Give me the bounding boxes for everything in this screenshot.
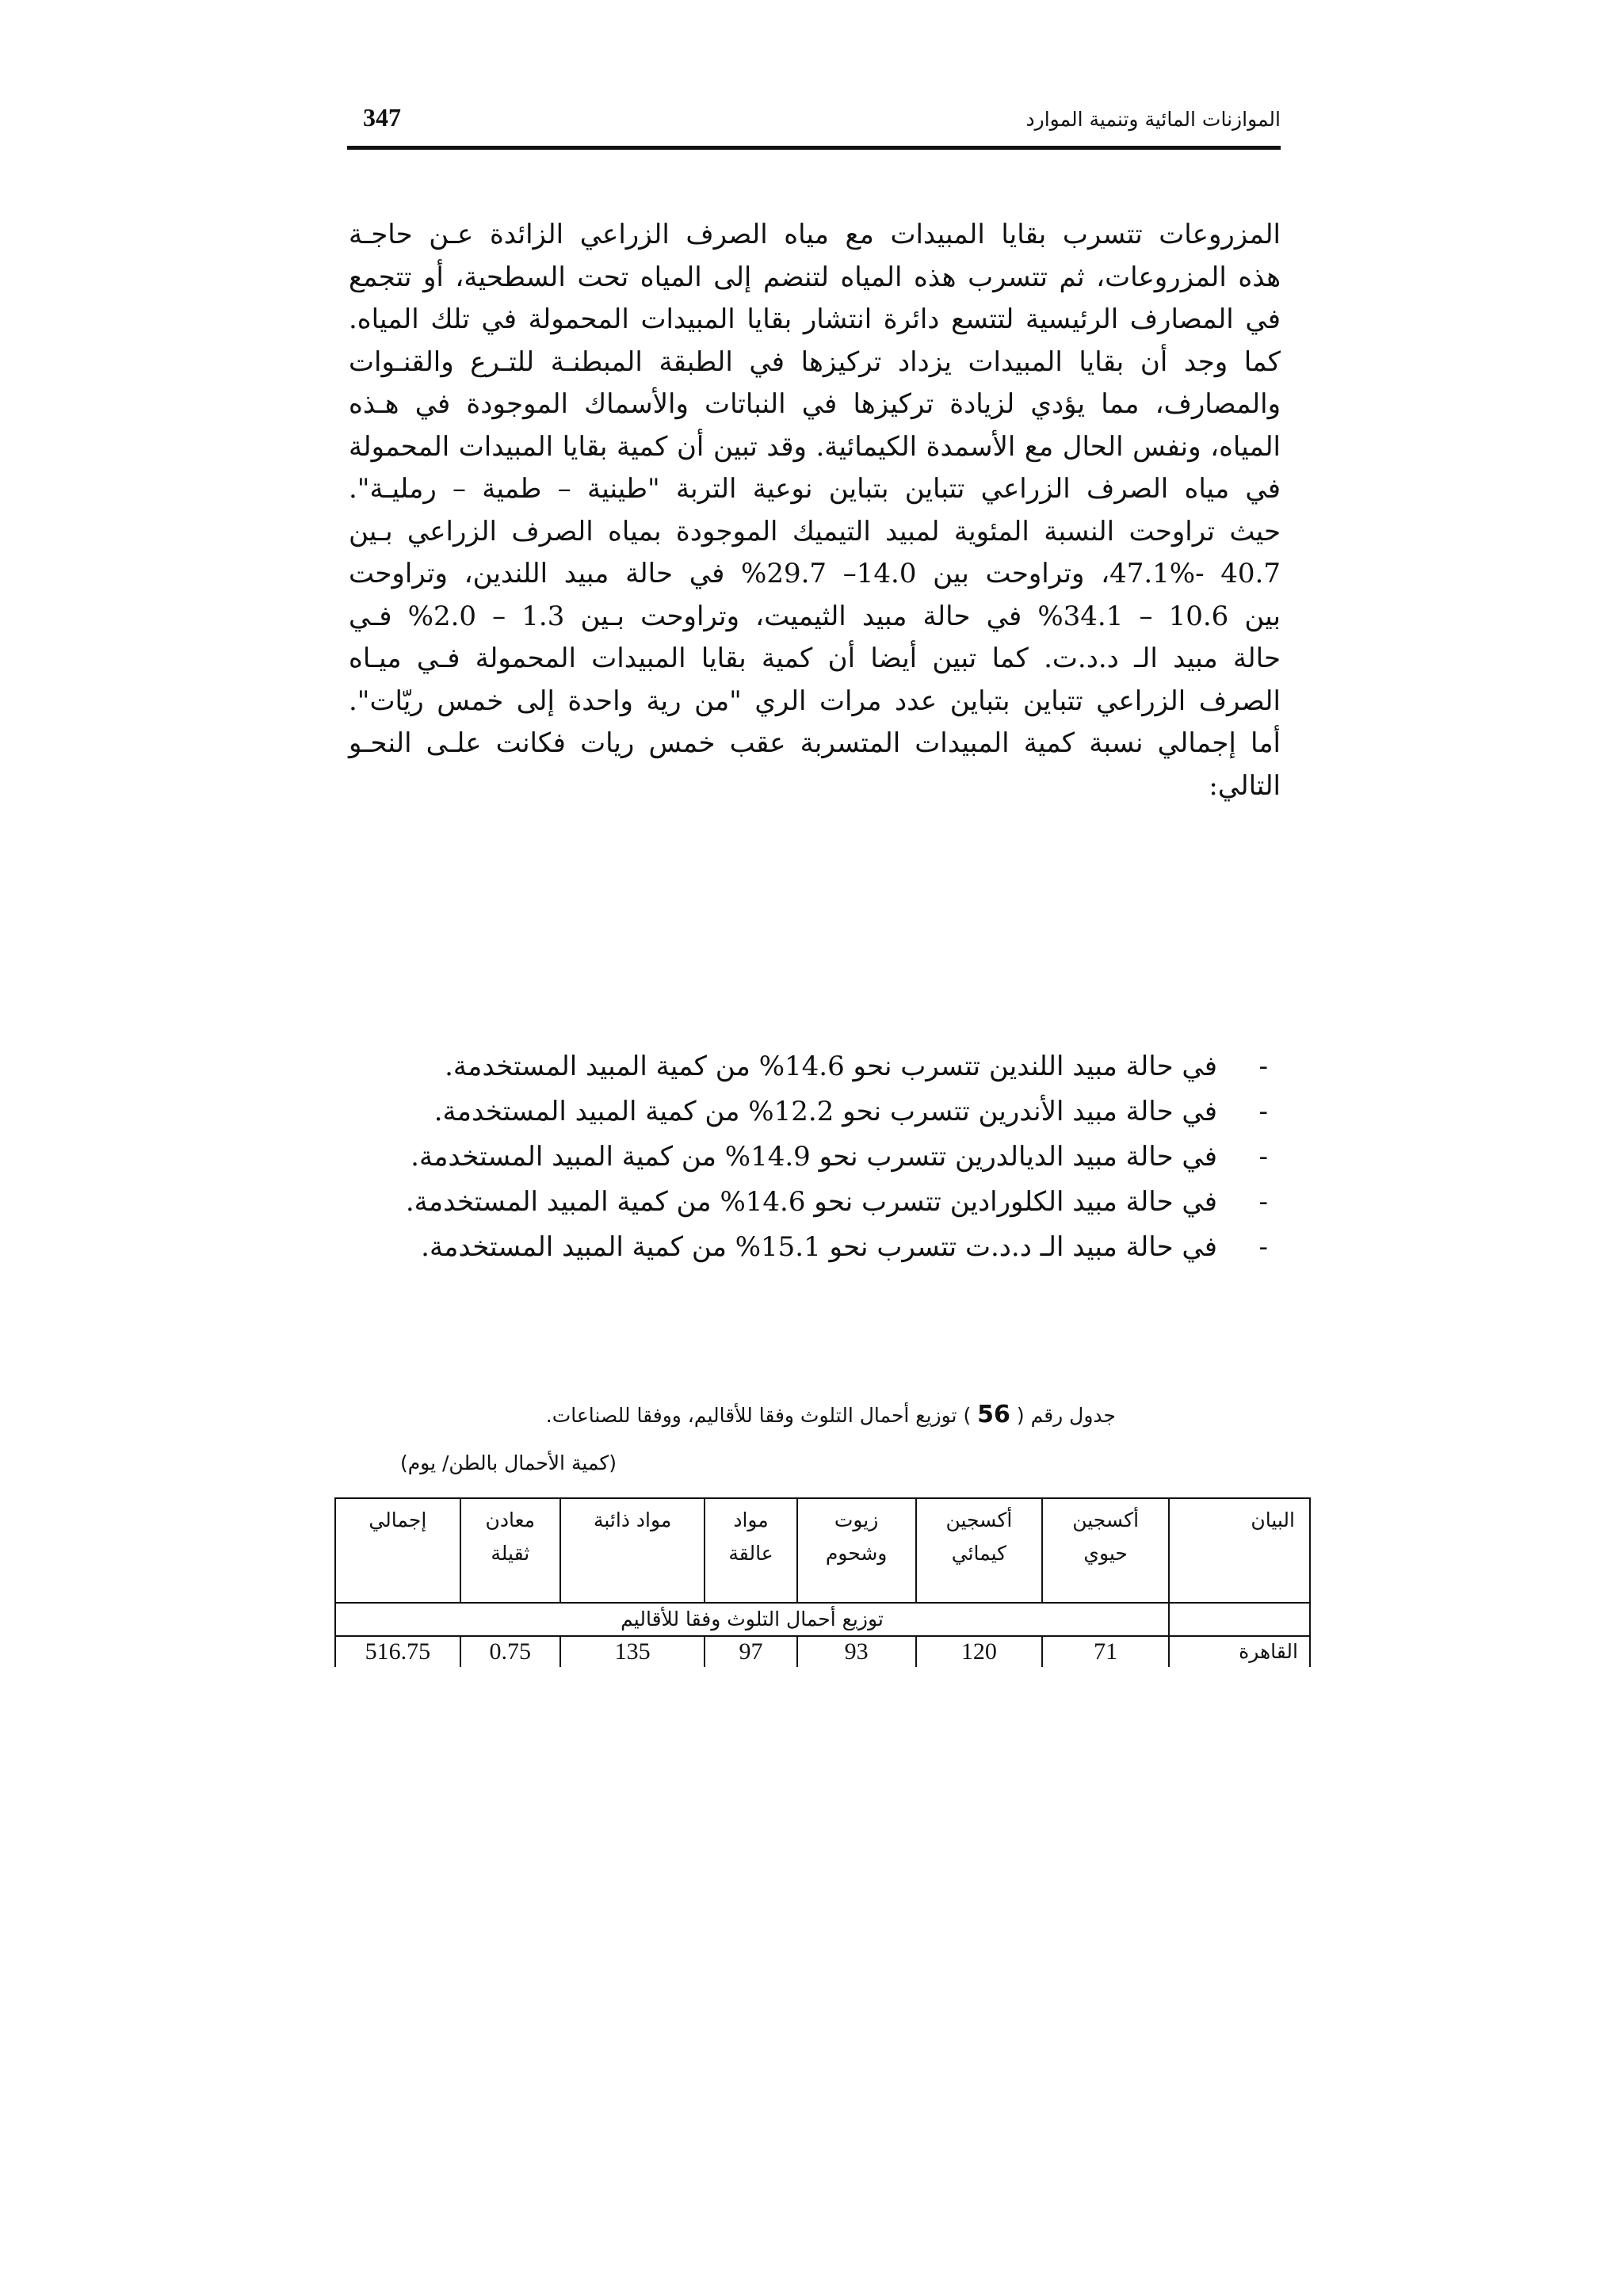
header-line: البيان [1251, 1508, 1295, 1531]
list-item-text: في حالة مبيد اللندين تتسرب نحو 14.6% من كمية المبيد المستخدمة. [445, 1051, 1217, 1082]
table-cell: 0.75 [460, 1636, 560, 1667]
header-line: زيوت [834, 1508, 879, 1531]
table-cell: 71 [1042, 1636, 1169, 1667]
table-header-cell [1169, 1498, 1310, 1603]
running-title: الموازنات المائية وتنمية الموارد [1025, 108, 1281, 131]
paragraph-line: الصرف الزراعي تتباين بتباين عدد مرات الري "من رية واحدة إلى خمس ريّات". [349, 685, 1281, 717]
header-line: ثقيلة [491, 1542, 530, 1565]
list-item-text: في حالة مبيد الديالدرين تتسرب نحو 14.9% من كمية المبيد المستخدمة. [411, 1141, 1217, 1173]
paragraph-line: والمصارف، مما يؤدي لزيادة تركيزها في النباتات والأسماك الموجودة في هـذه [349, 388, 1281, 420]
table-cell: 97 [705, 1636, 796, 1667]
list-dash: - [1258, 1051, 1268, 1082]
paragraph-line: حالة مبيد الـ د.د.ت. كما تبين أيضا أن كمية بقايا المبيدات المحمولة فـي ميـاه [349, 643, 1281, 674]
header-rule [347, 146, 1281, 150]
header-line: كيمائي [951, 1542, 1007, 1565]
table-caption-suffix: ) توزيع أحمال التلوث وفقا للأقاليم، ووفقا للصناعات. [545, 1404, 972, 1427]
table-section-label: توزيع أحمال التلوث وفقا للأقاليم [335, 1603, 1169, 1636]
table-unit-note: (كمية الأحمال بالطن/ يوم) [399, 1451, 617, 1474]
paragraph-line: أما إجمالي نسبة كمية المبيدات المتسربة عقب خمس ريات فكانت علـى النحـو [349, 727, 1281, 759]
list-item-text: في حالة مبيد الأندرين تتسرب نحو 12.2% من كمية المبيد المستخدمة. [433, 1096, 1217, 1127]
table-header-cell [460, 1498, 560, 1603]
header-line: أكسجين [945, 1508, 1013, 1531]
paragraph-line: المياه، ونفس الحال مع الأسمدة الكيمائية. وقد تبين أن كمية بقايا المبيدات المحمولة [349, 430, 1281, 463]
table-header-cell [916, 1498, 1043, 1603]
header-line: إجمالي [369, 1508, 427, 1531]
header-line: مواد ذائبة [593, 1508, 672, 1531]
paragraph-line: كما وجد أن بقايا المبيدات يزداد تركيزها في الطبقة المبطنـة للتـرع والقنـوات [349, 345, 1281, 378]
table-section-row [335, 1603, 1310, 1636]
list-dash: - [1258, 1141, 1268, 1173]
header-line: معادن [485, 1508, 536, 1531]
paragraph-line: التالي: [1209, 769, 1281, 802]
table-header-cell [1042, 1498, 1169, 1603]
paragraph-line: 40.7 -47.1%، وتراوحت بين 14.0– 29.7% في حالة مبيد اللندين، وتراوحت [349, 558, 1281, 589]
table-header-cell [705, 1498, 796, 1603]
table-header-cell [560, 1498, 705, 1603]
list-item-text: في حالة مبيد الكلورادين تتسرب نحو 14.6% من كمية المبيد المستخدمة. [405, 1186, 1217, 1218]
list-item [365, 1044, 1284, 1089]
page-number: 347 [363, 103, 401, 132]
list-dash: - [1258, 1231, 1268, 1263]
list-dash: - [1258, 1096, 1268, 1127]
header-line: وشحوم [825, 1542, 888, 1565]
pesticide-list [365, 1044, 1284, 1270]
table-header-cell [797, 1498, 916, 1603]
list-item [365, 1225, 1284, 1270]
paragraph-line: هذه المزروعات، ثم تتسرب هذه المياه لتنضم إلى المياه تحت السطحية، أو تتجمع [349, 261, 1281, 293]
table-header-row [335, 1498, 1310, 1603]
header-line: أكسجين [1072, 1508, 1140, 1531]
list-item [365, 1089, 1284, 1135]
list-dash: - [1258, 1186, 1268, 1218]
table-cell: 516.75 [335, 1636, 460, 1667]
header-line: حيوي [1083, 1542, 1128, 1565]
table-row-label: القاهرة [1169, 1636, 1310, 1667]
table-header-cell [335, 1498, 460, 1603]
list-item [365, 1135, 1284, 1180]
table-caption [546, 1401, 1116, 1428]
running-header [347, 101, 1281, 146]
header-line: مواد [733, 1508, 769, 1531]
pollution-load-table [334, 1497, 1311, 1667]
table-number: 56 [977, 1401, 1010, 1428]
table-cell: 93 [797, 1636, 916, 1667]
paragraph-line: المزروعات تتسرب بقايا المبيدات مع مياه الصرف الزراعي الزائدة عـن حاجـة [349, 219, 1281, 250]
table-row [335, 1636, 1310, 1667]
paragraph-line: في مياه الصرف الزراعي تتباين بتباين نوعية التربة "طينية – طمية – رمليـة". [349, 473, 1281, 505]
paragraph-line: حيث تراوحت النسبة المئوية لمبيد التيميك الموجودة بمياه الصرف الزراعي بـين [349, 515, 1281, 547]
body-paragraph [349, 214, 1281, 807]
table-empty-cell [1169, 1603, 1310, 1636]
table-caption-prefix: جدول رقم ( [1016, 1404, 1116, 1427]
table-cell: 120 [916, 1636, 1043, 1667]
list-item [365, 1180, 1284, 1225]
table-cell: 135 [560, 1636, 705, 1667]
header-line: عالقة [728, 1542, 773, 1565]
paragraph-line: في المصارف الرئيسية لتتسع دائرة انتشار بقايا المبيدات المحمولة في تلك المياه. [349, 303, 1281, 335]
list-item-text: في حالة مبيد الـ د.د.ت تتسرب نحو 15.1% من كمية المبيد المستخدمة. [421, 1231, 1217, 1263]
paragraph-line: بين 10.6 – 34.1% في حالة مبيد الثيميت، وتراوحت بـين 1.3 – 2.0% فـي [349, 600, 1281, 632]
